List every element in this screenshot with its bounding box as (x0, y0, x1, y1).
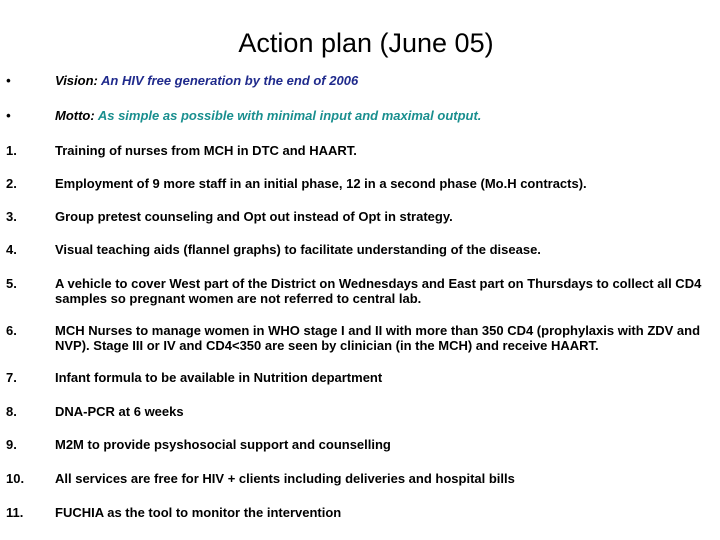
vision-text: An HIV free generation by the end of 2006 (101, 73, 359, 88)
item-text: FUCHIA as the tool to monitor the intervention (55, 505, 342, 520)
motto-label: Motto: (55, 108, 95, 123)
item-text: MCH Nurses to manage women in WHO stage I and II with more than 350 CD4 (prophylaxis with ZDV and NVP). Stage III or IV and CD4<350 are seen by clinician (in the MCH) and receive HAART. (55, 323, 701, 353)
motto-text: As simple as possible with minimal input and maximal output. (97, 108, 482, 123)
item-number: 1. (6, 143, 17, 158)
item-text: Group pretest counseling and Opt out instead of Opt in strategy. (55, 209, 453, 224)
bullet-marker: • (6, 108, 11, 123)
item-text: M2M to provide psyshosocial support and counselling (55, 437, 391, 452)
item-text: Training of nurses from MCH in DTC and HAART. (55, 143, 357, 158)
item-number: 3. (6, 209, 17, 224)
item-text: All services are free for HIV + clients including deliveries and hospital bills (55, 471, 515, 486)
vision-label: Vision: (55, 73, 98, 88)
slide-title: Action plan (June 05) (238, 28, 494, 58)
item-number: 9. (6, 437, 17, 452)
item-number: 8. (6, 404, 17, 419)
item-number: 7. (6, 370, 17, 385)
bullet-marker: • (6, 73, 11, 88)
item-number: 6. (6, 323, 17, 338)
item-number: 5. (6, 276, 17, 291)
item-text: Visual teaching aids (flannel graphs) to facilitate understanding of the disease. (55, 242, 541, 257)
item-text: DNA-PCR at 6 weeks (55, 404, 184, 419)
item-number: 2. (6, 176, 17, 191)
item-number: 10. (6, 471, 25, 486)
item-text: Employment of 9 more staff in an initial phase, 12 in a second phase (Mo.H contracts). (55, 176, 587, 191)
item-number: 11. (6, 505, 24, 520)
item-text: A vehicle to cover West part of the District on Wednesdays and East part on Thursdays to collect all CD4 samples so pregnant women are not referred to central lab. (55, 276, 702, 306)
item-number: 4. (6, 242, 17, 257)
item-text: Infant formula to be available in Nutrition department (55, 370, 383, 385)
